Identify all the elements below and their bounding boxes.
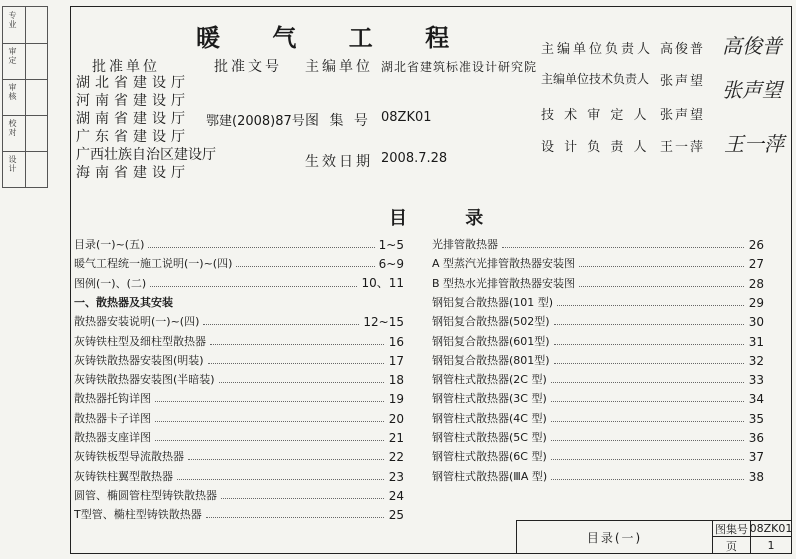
title-block <box>516 520 792 554</box>
toc-leader-dots <box>188 459 384 460</box>
toc-leader-dots <box>579 266 744 267</box>
toc-leader-dots <box>502 247 744 248</box>
toc-entry-label: 散热器卡子详图 <box>74 411 151 425</box>
toc-leader-dots <box>551 382 744 383</box>
personnel-name: 张声望 <box>660 74 706 89</box>
toc-entry <box>74 485 404 503</box>
toc-leader-dots <box>155 401 384 402</box>
toc-entry <box>432 388 764 406</box>
toc-entry <box>74 388 404 406</box>
toc-entry-page: 37 <box>748 450 764 465</box>
page-label: 页 <box>713 537 751 554</box>
toc-entry-label: 散热器安装说明(一)~(四) <box>74 315 200 329</box>
strip-label: 审定 <box>8 47 17 65</box>
toc-entry-label: 钢铝复合散热器(801型) <box>432 353 550 367</box>
effective-date: 2008.7.28 <box>381 151 448 166</box>
page-number: 1 <box>767 539 775 552</box>
personnel-role: 主编单位技术负责人 <box>541 72 650 86</box>
toc-leader-dots <box>551 479 744 480</box>
toc-entry-label: 钢管柱式散热器(2C 型) <box>432 373 547 387</box>
toc-entry-label: 钢铝复合散热器(601型) <box>432 334 550 348</box>
toc-leader-dots <box>557 305 744 306</box>
toc-entry-label: 钢管柱式散热器(6C 型) <box>432 450 547 464</box>
toc-entry-page: 38 <box>748 469 764 484</box>
toc-entry-label: 钢管柱式散热器(5C 型) <box>432 431 547 444</box>
toc-entry-label: 散热器托钩详图 <box>74 392 151 406</box>
chief-editor-unit-label: 主编单位 <box>305 59 373 75</box>
personnel-role: 设 计 负 责 人 <box>541 140 650 155</box>
toc-entry <box>432 350 764 368</box>
toc-leader-dots <box>208 363 384 364</box>
toc-entry-page: 33 <box>748 373 764 388</box>
toc-entry-label: 钢铝复合散热器(101 型) <box>432 295 554 309</box>
toc-entry-page: 10、11 <box>361 275 404 290</box>
toc-entry <box>432 311 764 329</box>
toc-entry-label: 灰铸铁散热器安装图(半暗装) <box>74 373 215 387</box>
toc-leader-dots <box>203 324 359 325</box>
signature: 张声望 <box>722 78 782 102</box>
page-title: 暖 气 工 程 <box>196 24 472 52</box>
toc-entry <box>74 331 404 349</box>
personnel-role: 技 术 审 定 人 <box>541 108 650 123</box>
approval-unit: 河南省建设厅 <box>76 93 190 109</box>
toc-entry-label: 散热器支座详图 <box>74 431 151 444</box>
strip-divider <box>25 7 26 187</box>
toc-entry <box>74 311 404 329</box>
toc-entry <box>74 273 404 291</box>
toc-entry-label: 钢管柱式散热器(ⅢA 型) <box>432 469 548 483</box>
toc-entry <box>74 292 404 310</box>
toc-entry <box>74 446 404 464</box>
toc-entry-label: 灰铸铁板型导流散热器 <box>74 450 184 464</box>
toc-entry <box>432 331 764 349</box>
personnel-name: 张声望 <box>660 108 706 123</box>
personnel-name: 高俊普 <box>660 42 706 57</box>
toc-entry-label: 一、散热器及其安装 <box>74 295 173 309</box>
toc-entry-page: 35 <box>748 411 764 426</box>
toc-leader-dots <box>554 344 744 345</box>
toc-entry <box>432 292 764 310</box>
toc-leader-dots <box>551 459 744 460</box>
toc-entry <box>74 466 404 484</box>
toc-leader-dots <box>150 286 357 287</box>
toc-entry-page: 12~15 <box>363 315 404 330</box>
toc-entry-page: 24 <box>388 488 404 503</box>
signature: 高俊普 <box>722 34 782 58</box>
approval-unit: 海南省建设厅 <box>76 165 190 181</box>
toc-leader-dots <box>551 421 744 422</box>
toc-entry-page: 29 <box>748 295 764 310</box>
toc-leader-dots <box>210 344 384 345</box>
toc-leader-dots <box>148 247 374 248</box>
toc-entry-page: 20 <box>388 411 404 426</box>
chief-editor-unit: 湖北省建筑标准设计研究院 <box>381 60 538 74</box>
toc-entry-label: 钢管柱式散热器(4C 型) <box>432 411 547 425</box>
toc-entry-page: 1~5 <box>378 238 404 252</box>
approval-unit: 广西壮族自治区建设厅 <box>76 147 216 163</box>
toc-entry-page: 34 <box>748 392 764 407</box>
toc-entry-label: 图例(一)、(二) <box>74 276 147 290</box>
toc-title: 目 录 <box>389 208 510 229</box>
toc-entry-page: 21 <box>388 431 404 445</box>
toc-entry-label: A 型蒸汽光排管散热器安装图 <box>432 257 576 271</box>
strip-label: 专业 <box>8 11 17 29</box>
sheet-name: 目录(一) <box>517 521 713 554</box>
toc-entry-page: 25 <box>388 508 404 523</box>
toc-entry <box>432 234 764 252</box>
approval-unit-label: 批准单位 <box>92 59 160 75</box>
toc-entry <box>74 504 404 522</box>
toc-leader-dots <box>551 440 744 441</box>
approval-unit: 湖北省建设厅 <box>76 75 190 91</box>
toc-entry-label: 暖气工程统一施工说明(一)~(四) <box>74 257 233 271</box>
toc-entry <box>432 408 764 426</box>
toc-leader-dots <box>206 517 384 518</box>
toc-entry-label: B 型热水光排管散热器安装图 <box>432 276 576 290</box>
toc-entry <box>432 273 764 291</box>
toc-entry-label: 目录(一)~(五) <box>74 238 145 251</box>
toc-entry-page: 18 <box>388 373 404 388</box>
toc-entry-label: 钢管柱式散热器(3C 型) <box>432 392 547 406</box>
toc-entry-page: 22 <box>388 450 404 465</box>
toc-entry <box>74 234 404 252</box>
atlas-no: 08ZK01 <box>381 110 432 125</box>
toc-entry-page: 27 <box>748 257 764 272</box>
toc-entry-page: 28 <box>748 276 764 291</box>
toc-leader-dots <box>177 479 384 480</box>
toc-entry <box>432 253 764 271</box>
toc-entry <box>74 408 404 426</box>
strip-label: 设计 <box>8 155 17 173</box>
toc-leader-dots <box>551 401 744 402</box>
toc-entry <box>74 369 404 387</box>
toc-entry-page: 16 <box>388 334 404 349</box>
toc-leader-dots <box>579 286 744 287</box>
toc-entry-label: 灰铸铁柱翼型散热器 <box>74 469 173 483</box>
personnel-name: 王一萍 <box>660 140 706 155</box>
toc-entry-label: 灰铸铁散热器安装图(明装) <box>74 353 204 367</box>
toc-entry-page: 30 <box>748 315 764 330</box>
toc-entry-page: 36 <box>748 431 764 445</box>
atlas-no: 08ZK01 <box>749 522 793 535</box>
toc-entry-page: 17 <box>388 353 404 368</box>
toc-entry-page: 6~9 <box>378 257 404 272</box>
strip-label: 校对 <box>8 119 17 137</box>
personnel-role: 主编单位负责人 <box>541 42 654 57</box>
toc-entry-page: 23 <box>388 469 404 484</box>
toc-leader-dots <box>236 266 374 267</box>
toc-entry <box>74 350 404 368</box>
toc-leader-dots <box>221 498 384 499</box>
toc-entry-page: 31 <box>748 334 764 349</box>
toc-entry-label: 钢铝复合散热器(502型) <box>432 315 550 329</box>
toc-leader-dots <box>155 440 384 441</box>
toc-leader-dots <box>554 324 744 325</box>
toc-leader-dots <box>219 382 384 383</box>
strip-label: 审核 <box>8 83 17 101</box>
approval-unit: 湖南省建设厅 <box>76 111 190 127</box>
binding-strip <box>2 6 48 188</box>
approval-doc-label: 批准文号 <box>214 59 282 75</box>
toc-entry <box>432 427 764 445</box>
effective-date-label: 生效日期 <box>305 154 373 170</box>
toc-entry <box>74 253 404 271</box>
toc-entry <box>432 446 764 464</box>
toc-entry-page: 26 <box>748 238 764 252</box>
toc-entry <box>432 369 764 387</box>
toc-entry-label: 灰铸铁柱型及细柱型散热器 <box>74 334 206 348</box>
atlas-no-label: 图集号 <box>713 521 751 537</box>
toc-entry <box>74 427 404 445</box>
signature: 王一萍 <box>724 132 784 156</box>
approval-doc-no: 鄂建(2008)87号 <box>206 114 305 129</box>
toc-entry-page: 32 <box>748 353 764 368</box>
approval-unit: 广东省建设厅 <box>76 129 190 145</box>
toc-entry <box>432 466 764 484</box>
toc-entry-label: 圆管、椭圆管柱型铸铁散热器 <box>74 488 217 502</box>
toc-leader-dots <box>155 421 384 422</box>
atlas-no-label: 图 集 号 <box>305 113 371 129</box>
toc-leader-dots <box>554 363 744 364</box>
toc-entry-label: T型管、椭柱型铸铁散热器 <box>74 508 202 522</box>
toc-entry-page: 19 <box>388 392 404 407</box>
toc-entry-label: 光排管散热器 <box>432 238 498 251</box>
